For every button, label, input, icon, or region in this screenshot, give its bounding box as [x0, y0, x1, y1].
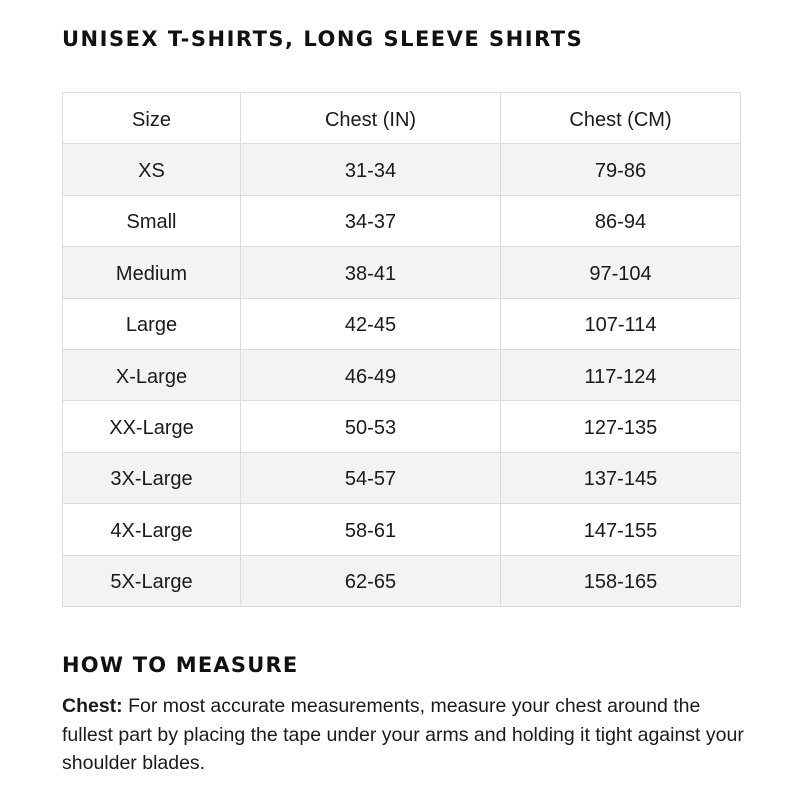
- chest-cm-cell: 158-165: [501, 555, 741, 606]
- table-row: [63, 349, 741, 400]
- chest-in-cell: 38-41: [241, 247, 501, 298]
- chest-in-cell: 50-53: [241, 401, 501, 452]
- chest-in-cell: 62-65: [241, 555, 501, 606]
- column-header-chest-in: Chest (IN): [241, 93, 501, 144]
- chest-instructions-text: For most accurate measurements, measure your chest around the fullest part by placing the tape under your arms and holding it tight against your shoulder blades.: [62, 695, 744, 774]
- size-cell: X-Large: [63, 349, 241, 400]
- chest-cm-cell: 117-124: [501, 349, 741, 400]
- table-header: [63, 93, 741, 144]
- table-row: [63, 555, 741, 606]
- table-body: [63, 144, 741, 607]
- chest-cm-cell: 97-104: [501, 247, 741, 298]
- chest-in-cell: 46-49: [241, 349, 501, 400]
- column-header-chest-cm: Chest (CM): [501, 93, 741, 144]
- size-cell: XS: [63, 144, 241, 195]
- table-row: [63, 401, 741, 452]
- size-chart-table: [62, 92, 741, 607]
- table-row: [63, 452, 741, 503]
- table-row: [63, 298, 741, 349]
- chest-in-cell: 34-37: [241, 195, 501, 246]
- chest-cm-cell: 137-145: [501, 452, 741, 503]
- size-cell: 5X-Large: [63, 555, 241, 606]
- size-cell: XX-Large: [63, 401, 241, 452]
- chest-cm-cell: 86-94: [501, 195, 741, 246]
- chest-measurement-instructions: [62, 692, 752, 778]
- table-row: [63, 504, 741, 555]
- size-cell: 4X-Large: [63, 504, 241, 555]
- page-title: UNISEX T-SHIRTS, LONG SLEEVE SHIRTS: [62, 27, 584, 51]
- size-cell: Small: [63, 195, 241, 246]
- size-cell: Large: [63, 298, 241, 349]
- column-header-size: Size: [63, 93, 241, 144]
- table-row: [63, 247, 741, 298]
- how-to-measure-heading: HOW TO MEASURE: [62, 653, 299, 677]
- chest-label: Chest:: [62, 695, 123, 717]
- chest-in-cell: 58-61: [241, 504, 501, 555]
- size-cell: 3X-Large: [63, 452, 241, 503]
- chest-cm-cell: 147-155: [501, 504, 741, 555]
- chest-in-cell: 31-34: [241, 144, 501, 195]
- chest-cm-cell: 127-135: [501, 401, 741, 452]
- chest-in-cell: 54-57: [241, 452, 501, 503]
- chest-in-cell: 42-45: [241, 298, 501, 349]
- table-row: [63, 144, 741, 195]
- header-row: [63, 93, 741, 144]
- chest-cm-cell: 107-114: [501, 298, 741, 349]
- size-cell: Medium: [63, 247, 241, 298]
- chest-cm-cell: 79-86: [501, 144, 741, 195]
- table-row: [63, 195, 741, 246]
